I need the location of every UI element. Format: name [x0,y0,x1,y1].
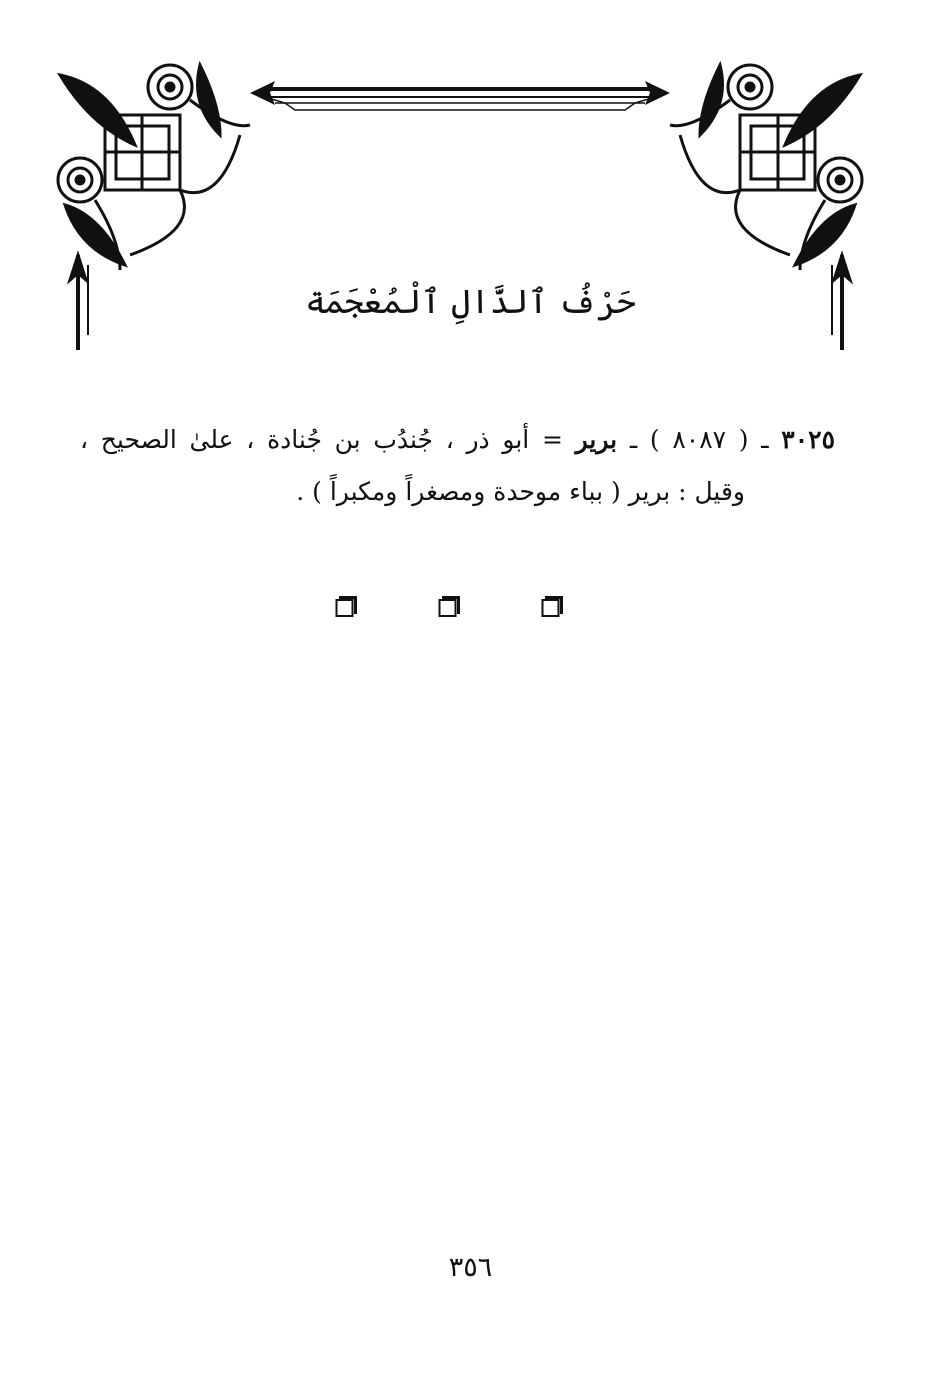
entry-line-2: وقيل : برير ( بباء موحدة ومصغراً ومكبراً ) . [296,477,745,506]
arrowhead-left [250,81,275,105]
top-rule [265,89,655,110]
separator-box-icon [541,596,563,618]
entry-dash-2: ـ [617,425,650,454]
chapter-title: حَرْفُ ٱلذَّالِ ٱلْمُعْجَمَة [305,282,636,321]
separator-box-icon [335,596,357,618]
entry-line-1 [80,414,835,466]
section-separator [0,596,941,626]
biography-entry [80,414,835,518]
entry-name: برير [575,425,618,454]
entry-number: ٣٠٢٥ [781,425,835,454]
page-number: ٣٥٦ [448,1252,493,1283]
entry-reference: ( ٨٠٨٧ ) [649,425,749,454]
entry-dash-1: ـ [748,425,782,454]
entry-text: = أبو ذر ، جُندُب بن جُنادة ، علىٰ الصحيح ، [80,425,576,454]
arrowhead-right [645,81,670,105]
separator-box-icon [438,596,460,618]
